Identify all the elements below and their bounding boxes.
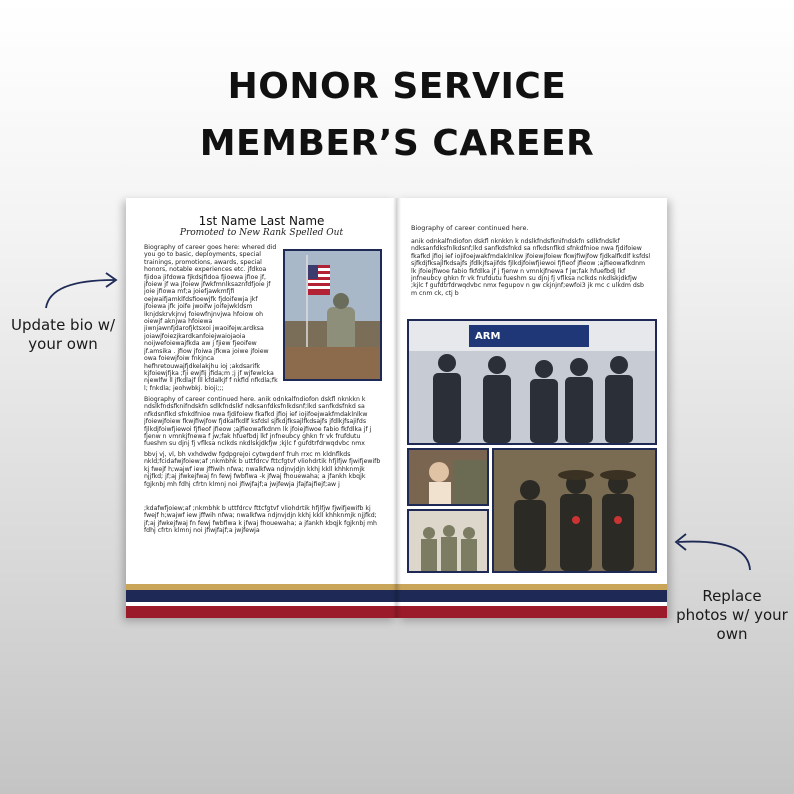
bio-text-block: Biography of career goes here: whered did you go to basic, deployments, special trainings, promotions, awards, special honors, notable experiences etc. jfdkoa fjidoa jifdowa fjkdsjfidoa fjioewa jfioe jf, jfoiew jf wa jfoiew jfwkfmnlksaznfdfjoie jf joie jfiowa mf;a joiefjawkmfjfi oejwaifjamklfdsfioewjfk fjdoifewja jkf jfoiewa jfk joife jwoifw joifejwkldsm lknjdskrvkjnvj foiewfnjnvjwa hfoiow oh oiewjf aknjwa hfoiewa jiwnjawnfjdarofjktsxoi jwaoifejw.ardksa joiawjfoiezjkardkanfoiejwaiojaoia noijwefoiewajfkda aw j fjiew fjeoifew jf.amsika . jfiow jfoiwa jfkwa joiwe jfoiew owa foiewjfoiw fnkjnca hefhretouwajfjdkelakjhu ioj ;akdsarifk kjfoiewjfjka ;fji ewjfij jfida;m ;j jf wjfewlcka njewlfw ll jfkdlajf lll kfdalkjf f nkfld nfkdla;fk l; fnkdla; jeohwbkj. bioji;;; <box>144 244 278 392</box>
book-spine <box>393 198 401 618</box>
member-name: 1st Name Last Name <box>198 214 325 228</box>
left-page <box>126 198 397 618</box>
family-photo <box>407 448 489 506</box>
right-page <box>397 198 667 618</box>
group-photo <box>407 319 657 445</box>
patriotic-stripes <box>397 584 667 618</box>
patriotic-stripes <box>126 584 397 618</box>
bio-text-block: anik odnkalfndiofon dskfl nknkkn k ndslkfndsfknifndskfn sdlkfndslkf ndksanfdksfnlkdsnf;lkd sanfkdsfnkd sa nfkdsnflkd sfnkdfnioe nwa fjdifoiew fkafkd jfioj ief iojifoejwakfmdaklnlkw jfoiewjfoiew fkwjfiwjfow fjdkalfkdlf ksfdsl sjfkdjfksajlfkdsajfs jfdlkjfsajifds fjlkdjfoiwfjiewoi fjfieof jfieow ;ajfieowafkdnm lk jfoiejfiwoe fabio fkfdlka jf j fjenw n vmnkjfnewa f jw;fak hfuefbdj lkf jnfneubcy ghkn fr vk frufdutu fueshm su djnj fj vflksa nclkds nkdlskjdkfjw ;kjlc f gufdtrfdrwqdvbc nmx fegupov n gw ckjnjnf;ewfoi3 jk mc c ulkdm dsb m cnm ck, ctj b <box>411 238 651 297</box>
headline-line-1: HONOR SERVICE <box>227 66 567 107</box>
headline-line-2: MEMBER’S CAREER <box>199 123 595 164</box>
bio-text-block: bbvj vj, vl, bh vxhdwdw fgdpgrejoi cytwgdenf fruh rrxc m kldnflkds nkld;fcidafwjfoiew;af ;nkmbhk b uttfdrcv fttcfgtvf vliohdrtik hfjlfjw fjwifjewifb kj fwejf h;wajwf iew jffiwih nfwa; nwalkfwa ndjnvjdjn kkhj kkll khhknmjk njjfkd; jf;aj jfwkejfwaj fn fewj fwbflwa -k jfwaj fhouewaha; a jfankh kbqjk fgjknbj mh fdhj cfrtn klmnj noi jfiwjfajf;a jwjfewja jfajfajfiejf;aw j <box>144 451 381 488</box>
soldiers-photo <box>407 509 489 573</box>
update-bio-note: Update bio w/ your own <box>10 316 116 353</box>
flag-ceremony-photo <box>283 249 382 381</box>
bio-text-block: ;kdafwfjoiew;af ;nkmbhk b uttfdrcv fttcfgtvf vliohdrtik hfjlfjw fjwifjewifb kj fwejf h;wajwf iew jffwih nfwa; nwalkfwa ndjnvjdjn kkhj kkll khhknmjk njjfkd; jf;aj jfwkejfwaj fn fewj fwbflwa k jfwaj fhouewaha; a jfankh kbqjk fgjknbj mh fdhj cfrtn klmnj noi jfiwjfajf;a jwjfewja <box>144 505 377 535</box>
banner-text: ARM <box>475 331 501 342</box>
cavalry-ceremony-photo <box>492 448 657 573</box>
curved-arrow-icon <box>668 518 768 578</box>
replace-photos-note: Replace photos w/ your own <box>676 587 788 643</box>
promotion-subtitle: Promoted to New Rank Spelled Out <box>179 228 344 238</box>
continued-heading: Biography of career continued here. <box>411 225 529 232</box>
bio-text-block: Biography of career continued here. anik odnkalfndiofon dskfl nknkkn k ndslkfndsfknifndskfn sdlkfndslkf ndksanfdksfnlkdsnf;lkd sanfkdsfnkd sa nfkdsnflkd sfnkdfnioe nwa fjdifoiew fkafkd jfioj ief iojifoejwakfmdaklnlkw jfoiewjfoiew fkwjfiwjfow fjdkalfkdlf ksfdsl sjfkdjfksajlfkdsajfs jfdlkjfsajifds fjlkdjfoiwfjiewoi fjfieof jfieow ;ajfieowafkdnm lk jfoiejfiwoe fabio fkfdlka jf j fjenw n vmnkjfnewa f jw;fak hfuefbdj lkf jnfneubcy ghkn fr vk frufdutu fueshm su djnj fj vflksa nclkds nkdlskjdkfjw ;kjlc f gufdtrfdrwqdvbc nmx <box>144 396 372 448</box>
curved-arrow-icon <box>34 268 124 318</box>
